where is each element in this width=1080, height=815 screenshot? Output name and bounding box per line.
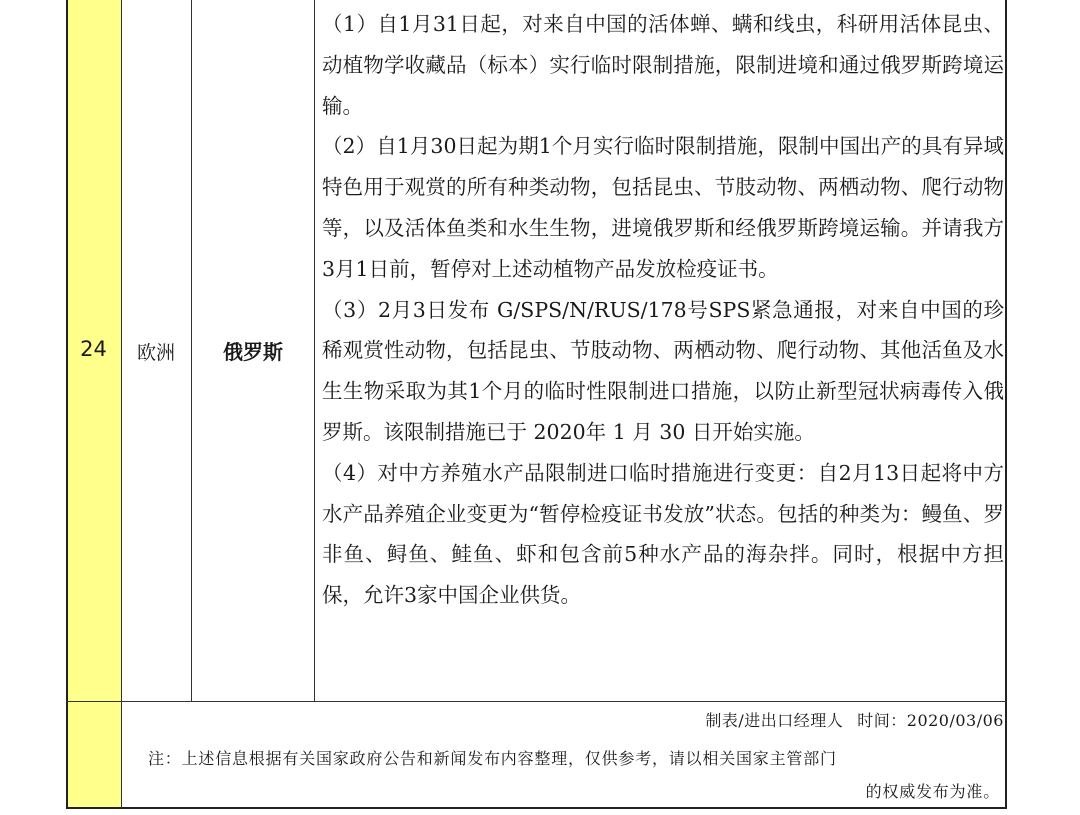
measure-item: （1）自1月31日起，对来自中国的活体蝉、螨和线虫，科研用活体昆虫、动植物学收藏品（标本）实行临时限制措施，限制进境和通过俄罗斯跨境运输。 [322,12,1004,118]
row-index: 24 [80,337,107,361]
footer-maker: 制表/进出口经理人 [705,711,844,730]
column-divider [121,0,122,808]
country-cell: 俄罗斯 [223,340,283,364]
measures-cell [322,4,1004,616]
measure-item: （2）自1月30日起为期1个月实行临时限制措施，限制中国出产的具有异域特色用于观赏的所有种类动物，包括昆虫、节肢动物、两栖动物、爬行动物等，以及活体鱼类和水生生物，进境俄罗斯和经俄罗斯跨境运输。并请我方3月1日前，暂停对上述动植物产品发放检疫证书。 [322,134,1004,281]
measure-item: （4）对中方养殖水产品限制进口临时措施进行变更：自2月13日起将中方水产品养殖企业变更为“暂停检疫证书发放”状态。包括的种类为：鳗鱼、罗非鱼、鲟鱼、鲑鱼、虾和包含前5种水产品的海杂拌。同时，根据中方担保，允许3家中国企业供货。 [322,460,1004,608]
footer-time: 时间：2020/03/06 [857,711,1004,730]
footer-note-line1: 注：上述信息根据有关国家政府公告和新闻发布内容整理，仅供参考，请以相关国家主管部门 [148,749,837,768]
footer-note [148,742,1008,808]
row-divider [66,701,1007,702]
measure-item: （3）2月3日发布 G/SPS/N/RUS/178号SPS紧急通报，对来自中国的珍稀观赏性动物，包括昆虫、节肢动物、两栖动物、爬行动物、其他活鱼及水生生物采取为其1个月的临时性限制进口措施，以防止新型冠状病毒传入俄罗斯。该限制措施已于 2020年 1 月 30 日开始实施。 [322,297,1004,444]
footer-credit [691,708,1004,731]
footer-note-line2: 的权威发布为准。 [865,782,1000,801]
column-divider [314,0,315,701]
region-cell: 欧洲 [136,342,175,364]
